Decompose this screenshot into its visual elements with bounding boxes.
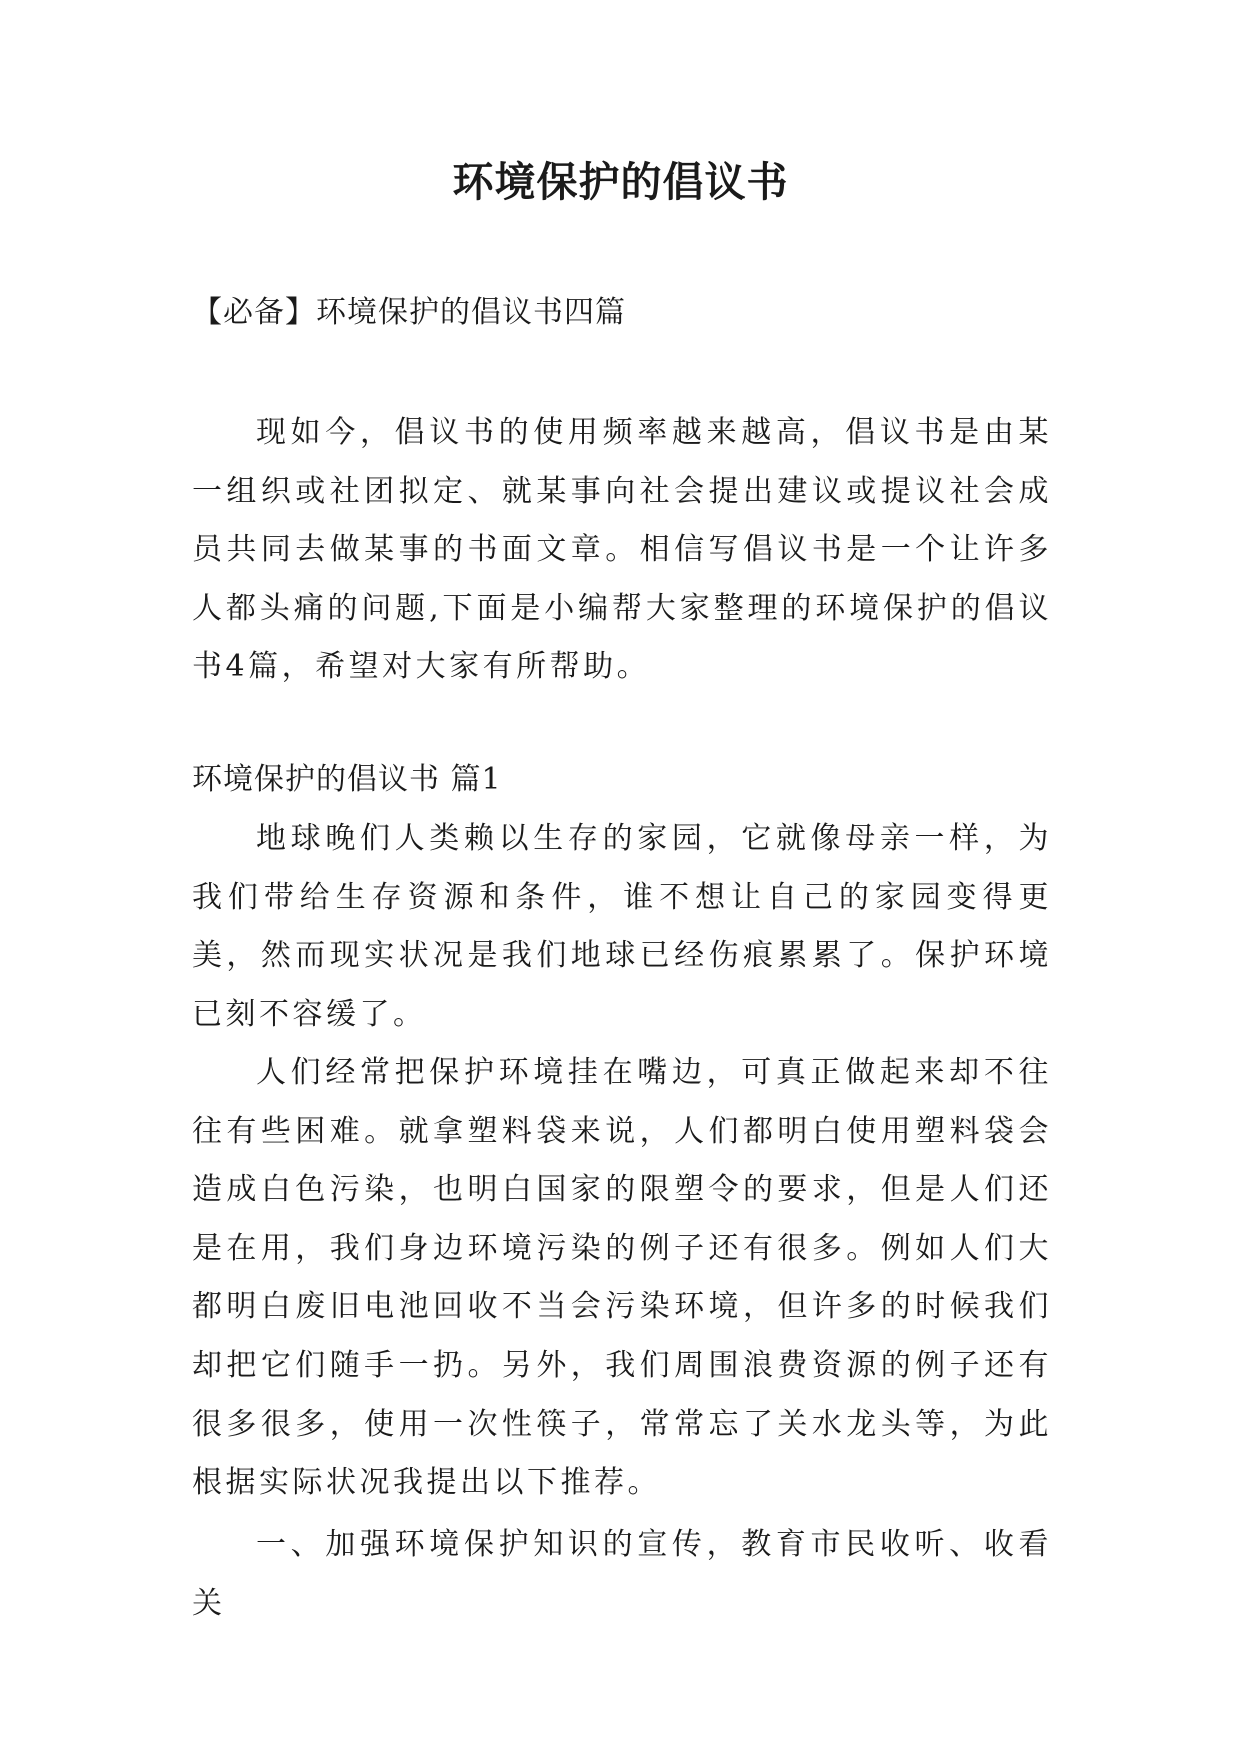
document-subtitle: 【必备】环境保护的倡议书四篇: [192, 295, 626, 330]
document-title: 环境保护的倡议书: [452, 158, 789, 206]
body-paragraph: 地球晚们人类赖以生存的家园，它就像母亲一样，为我们带给生存资源和条件，谁不想让自己的家园变得更美，然而现实状况是我们地球已经伤痕累累了。保护环境已刻不容缓了。: [192, 821, 1052, 1032]
section-heading: 环境保护的倡议书 篇1: [192, 762, 502, 797]
intro-paragraph: 现如今，倡议书的使用频率越来越高，倡议书是由某一组织或社团拟定、就某事向社会提出建议或提议社会成员共同去做某事的书面文章。相信写倡议书是一个让许多人都头痛的问题,下面是小编帮大家整理的环境保护的倡议书4篇，希望对大家有所帮助。: [192, 415, 1052, 685]
body-paragraph: 一、加强环境保护知识的宣传，教育市民收听、收看关: [192, 1527, 1052, 1621]
body-paragraph: 人们经常把保护环境挂在嘴边，可真正做起来却不往往有些困难。就拿塑料袋来说，人们都明白使用塑料袋会造成白色污染，也明白国家的限塑令的要求，但是人们还是在用，我们身边环境污染的例子还有很多。例如人们大都明白废旧电池回收不当会污染环境，但许多的时候我们却把它们随手一扔。另外，我们周围浪费资源的例子还有很多很多，使用一次性筷子，常常忘了关水龙头等，为此根据实际状况我提出以下推荐。: [192, 1055, 1052, 1501]
